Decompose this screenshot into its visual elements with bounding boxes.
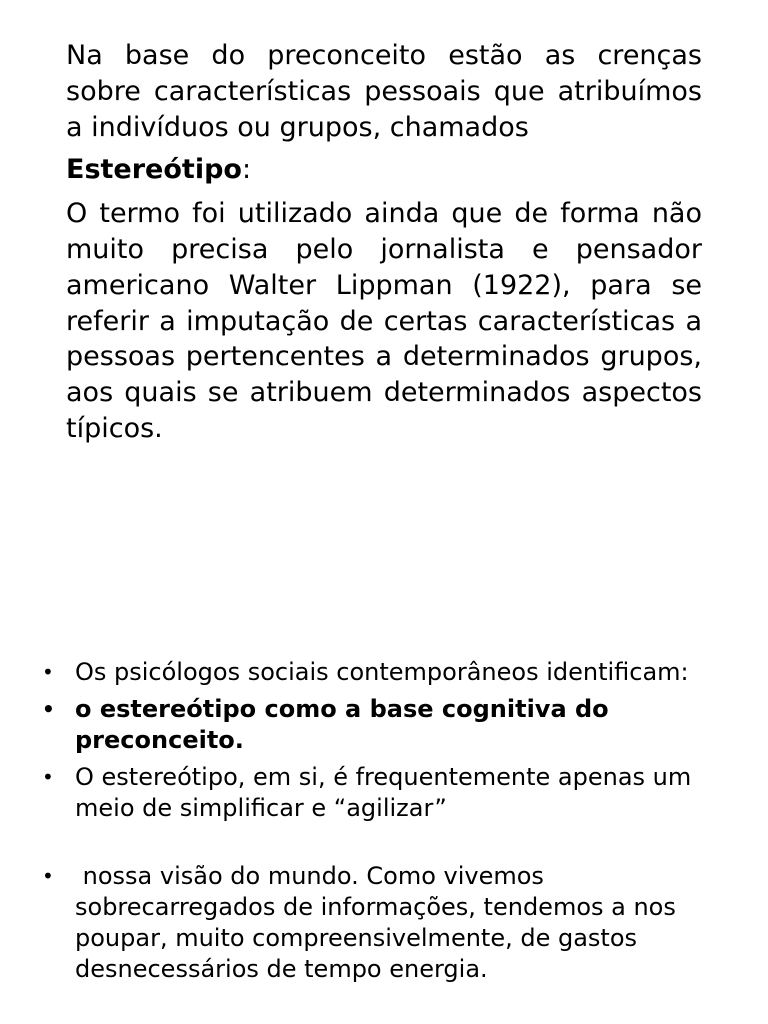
intro-paragraph: Na base do preconceito estão as crenças sobre características pessoais que atribuímos a indivíduos ou grupos, chamados [66, 40, 702, 143]
definition-paragraph: O termo foi utilizado ainda que de forma não muito precisa pelo jornalista e pensador americano Walter Lippman (1922), para se referir a imputação de certas características a pessoas pertencentes a determinados grupos, aos quais se atribuem determinados aspectos típicos. [66, 198, 702, 444]
bullet-text: Os psicólogos sociais contemporâneos identificam: [75, 658, 689, 686]
bullet-marker: • [42, 697, 55, 721]
bullet-text: O estereótipo, em si, é frequentemente apenas um meio de simplificar e “agilizar” [75, 763, 692, 822]
term-colon: : [241, 154, 252, 186]
bullet-text: nossa visão do mundo. Como vivemos sobrecarregados de informações, tendemos a nos poupar, muito compreensivelmente, de gastos desnecessários de tempo energia. [75, 862, 684, 983]
bullet-item [0, 657, 768, 688]
bullet-text: o estereótipo como a base cognitiva do preconceito. [75, 695, 609, 754]
bullet-item [0, 694, 768, 756]
bullet-item [0, 762, 768, 824]
bullet-list [0, 657, 768, 985]
term-heading [66, 152, 702, 188]
bullet-marker: • [42, 660, 54, 684]
slide-text-block [66, 38, 702, 447]
bullet-item [0, 861, 768, 985]
bullet-marker: • [42, 765, 54, 789]
term-label: Estereótipo [66, 154, 242, 186]
bullet-marker: • [42, 864, 54, 888]
